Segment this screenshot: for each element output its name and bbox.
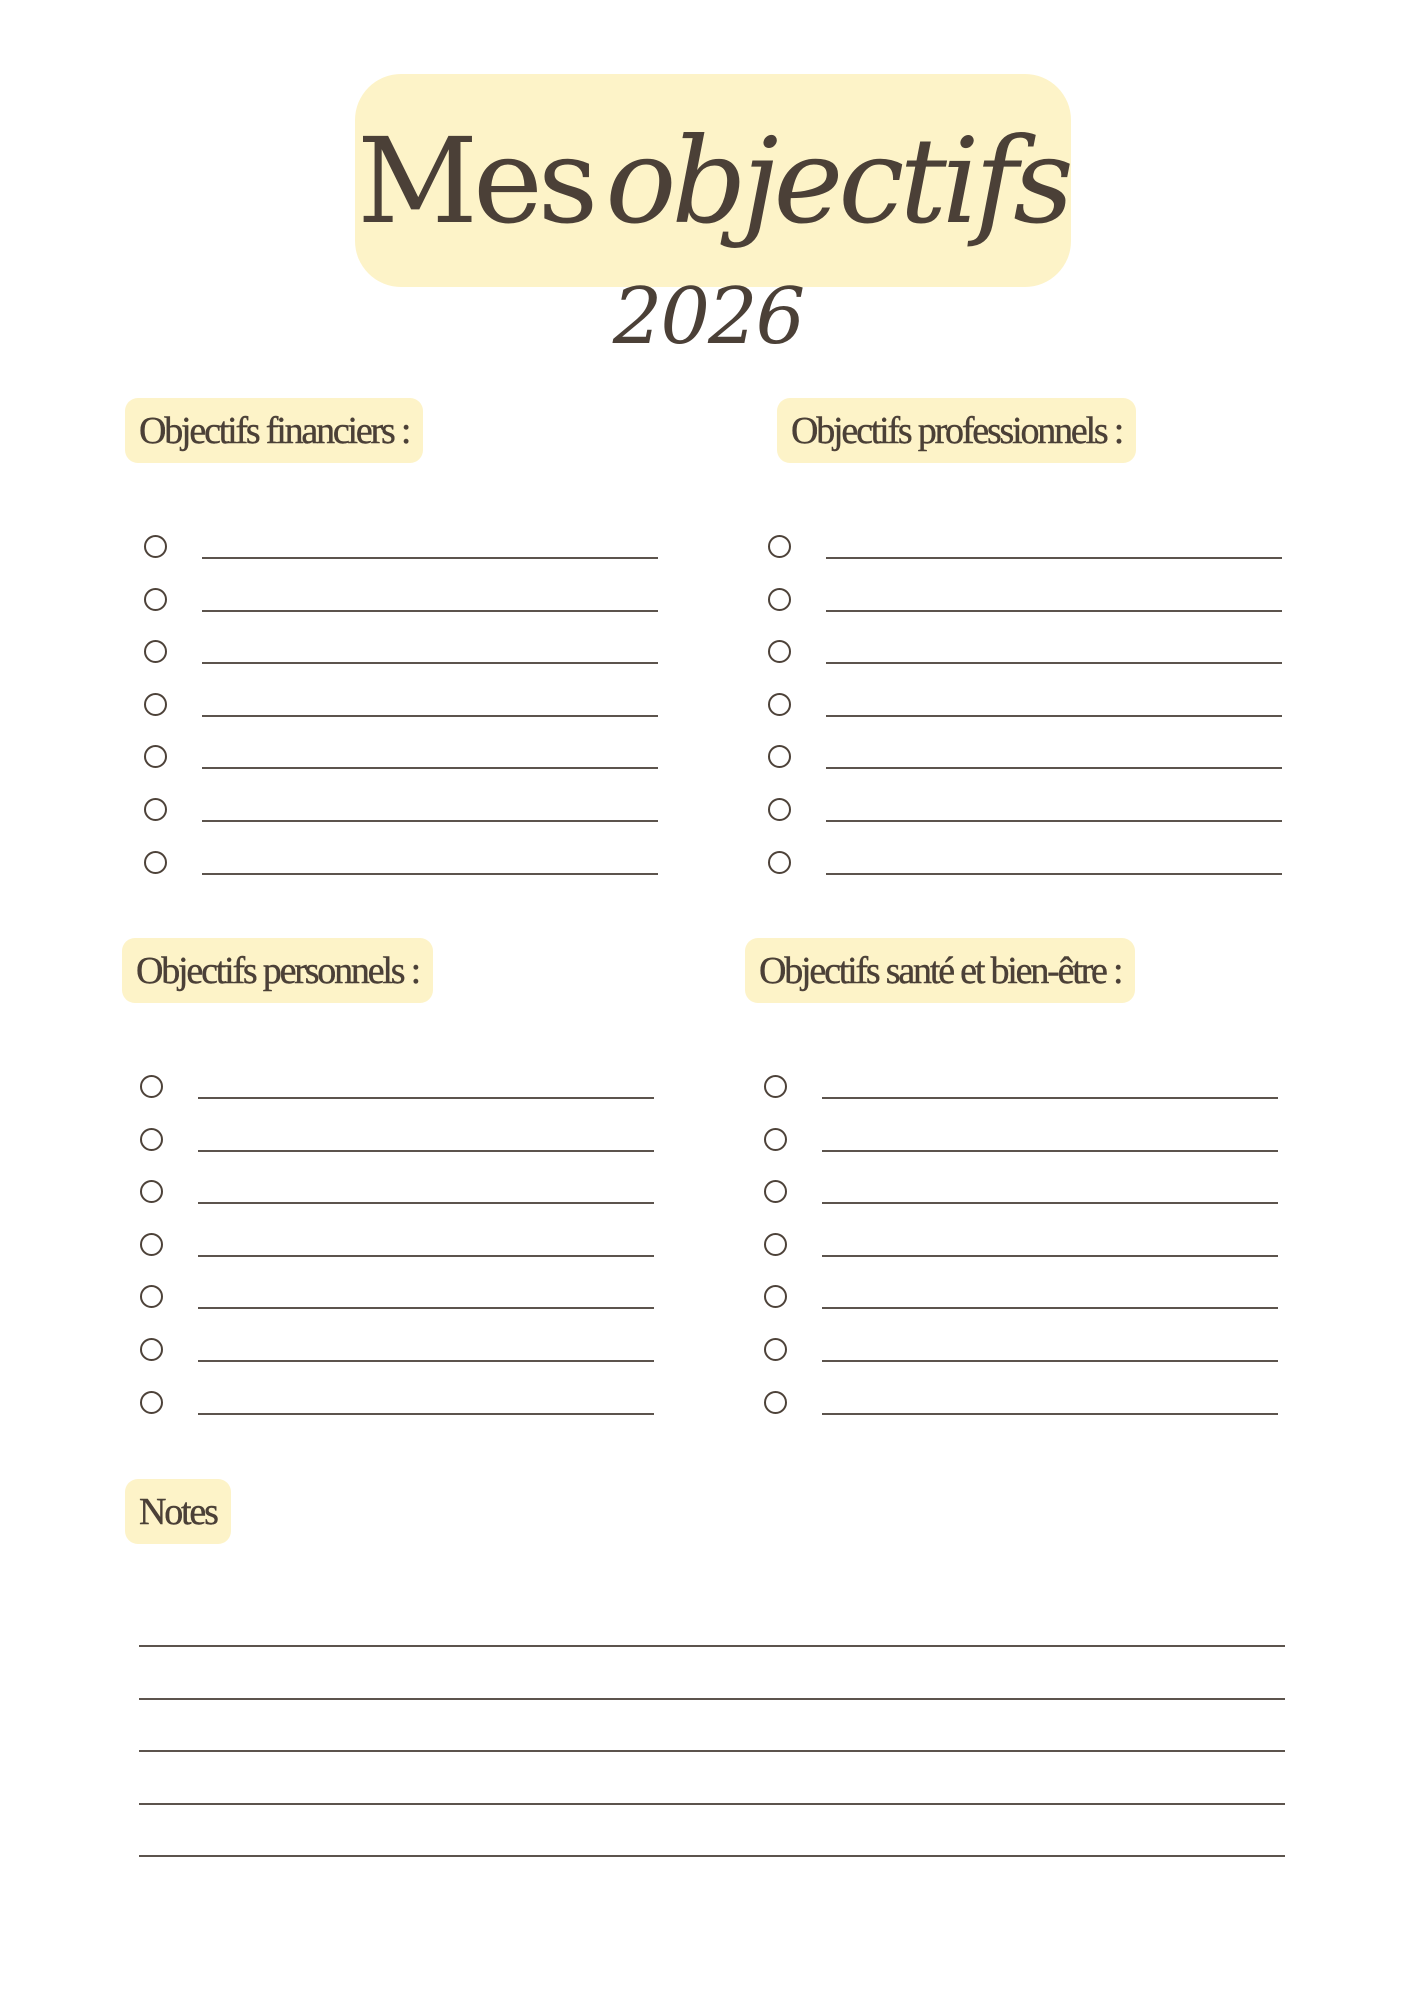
write-line[interactable] [822, 1307, 1278, 1309]
write-line[interactable] [198, 1413, 654, 1415]
write-line[interactable] [822, 1360, 1278, 1362]
section-label-financiers: Objectifs financiers : [139, 409, 410, 452]
checkbox-circle[interactable] [140, 1391, 163, 1414]
write-line[interactable] [202, 662, 658, 664]
checkbox-circle[interactable] [764, 1233, 787, 1256]
checkbox-circle[interactable] [764, 1128, 787, 1151]
write-line[interactable] [198, 1097, 654, 1099]
checkbox-circle[interactable] [144, 535, 167, 558]
title-word-objectifs: objectifs [605, 111, 1069, 250]
checkbox-circle[interactable] [140, 1233, 163, 1256]
write-line[interactable] [826, 715, 1282, 717]
write-line[interactable] [198, 1150, 654, 1152]
checkbox-circle[interactable] [764, 1285, 787, 1308]
write-line[interactable] [826, 662, 1282, 664]
checkbox-circle[interactable] [764, 1338, 787, 1361]
title-word-mes: Mes [357, 111, 594, 250]
write-line[interactable] [826, 767, 1282, 769]
checkbox-circle[interactable] [764, 1180, 787, 1203]
section-label-sante: Objectifs santé et bien-être : [759, 949, 1122, 992]
write-line[interactable] [202, 715, 658, 717]
title-banner [355, 74, 1071, 287]
section-header-sante [745, 938, 1135, 1003]
checkbox-circle[interactable] [140, 1075, 163, 1098]
checkbox-circle[interactable] [144, 693, 167, 716]
checkbox-circle[interactable] [140, 1128, 163, 1151]
write-line[interactable] [202, 767, 658, 769]
write-line[interactable] [198, 1255, 654, 1257]
checkbox-circle[interactable] [144, 745, 167, 768]
notes-line[interactable] [139, 1750, 1285, 1752]
write-line[interactable] [202, 820, 658, 822]
write-line[interactable] [202, 557, 658, 559]
write-line[interactable] [826, 873, 1282, 875]
notes-line[interactable] [139, 1803, 1285, 1805]
checkbox-circle[interactable] [768, 535, 791, 558]
checkbox-circle[interactable] [768, 798, 791, 821]
checkbox-circle[interactable] [144, 798, 167, 821]
notes-label: Notes [139, 1490, 217, 1533]
notes-line[interactable] [139, 1645, 1285, 1647]
checkbox-circle[interactable] [144, 640, 167, 663]
year-label: 2026 [612, 272, 804, 362]
section-header-professionnels [777, 398, 1136, 463]
write-line[interactable] [826, 820, 1282, 822]
write-line[interactable] [202, 873, 658, 875]
checkbox-circle[interactable] [768, 693, 791, 716]
checkbox-circle[interactable] [764, 1075, 787, 1098]
write-line[interactable] [198, 1360, 654, 1362]
write-line[interactable] [202, 610, 658, 612]
write-line[interactable] [822, 1097, 1278, 1099]
section-label-personnels: Objectifs personnels : [136, 949, 419, 992]
checkbox-circle[interactable] [144, 588, 167, 611]
checkbox-circle[interactable] [140, 1285, 163, 1308]
write-line[interactable] [198, 1307, 654, 1309]
checkbox-circle[interactable] [768, 588, 791, 611]
notes-line[interactable] [139, 1698, 1285, 1700]
section-header-personnels [122, 938, 433, 1003]
section-header-notes [125, 1479, 231, 1544]
section-header-financiers [125, 398, 423, 463]
write-line[interactable] [822, 1255, 1278, 1257]
section-label-professionnels: Objectifs professionnels : [791, 409, 1123, 452]
page-title [357, 111, 1069, 250]
checkbox-circle[interactable] [140, 1338, 163, 1361]
write-line[interactable] [822, 1150, 1278, 1152]
checkbox-circle[interactable] [768, 640, 791, 663]
checkbox-circle[interactable] [144, 851, 167, 874]
checkbox-circle[interactable] [140, 1180, 163, 1203]
checkbox-circle[interactable] [764, 1391, 787, 1414]
write-line[interactable] [822, 1413, 1278, 1415]
write-line[interactable] [826, 557, 1282, 559]
checkbox-circle[interactable] [768, 745, 791, 768]
write-line[interactable] [822, 1202, 1278, 1204]
checkbox-circle[interactable] [768, 851, 791, 874]
write-line[interactable] [198, 1202, 654, 1204]
notes-line[interactable] [139, 1855, 1285, 1857]
write-line[interactable] [826, 610, 1282, 612]
